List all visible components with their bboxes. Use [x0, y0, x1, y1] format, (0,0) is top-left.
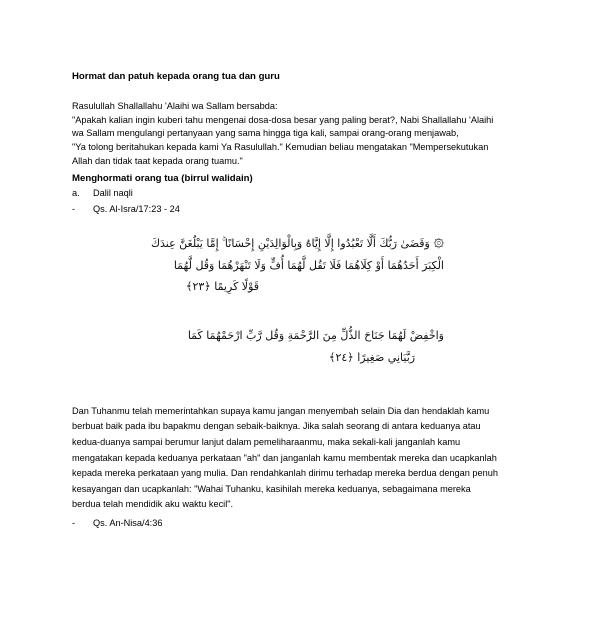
translation-line-5: kepada mereka perkataan yang mulia. Dan rendahkanlah dirimu terhadap mereka berdua dengan penuh — [72, 468, 498, 478]
reference-an-nisa: Qs. An-Nisa/4:36 — [93, 518, 163, 528]
hadith-line-4: Allah dan tidak taat kepada orang tuamu." — [72, 156, 243, 166]
translation-line-6: kesayangan dan ucapkanlah: "Wahai Tuhanku, kasihilah mereka keduanya, sebagaimana mereka — [72, 484, 471, 494]
arabic-verse-24-line-2: رَبَّيَانِي صَغِيرًا ﴿٢٤﴾ — [329, 351, 416, 364]
list-marker-a: a. — [72, 188, 80, 198]
hadith-intro: Rasulullah Shallallahu 'Alaihi wa Sallam bersabda: — [72, 101, 278, 111]
ref-marker-2: - — [72, 518, 76, 528]
hadith-line-2: wa Sallam mengulangi pertanyaan yang sama hingga tiga kali, sampai orang-orang menjawab, — [72, 128, 459, 138]
ref-marker-1: - — [72, 204, 76, 214]
translation-line-3: kedua-duanya sampai berumur lanjut dalam pemeliharaanmu, maka sekali-kali janganlah kamu — [72, 437, 461, 447]
arabic-verse-23-line-3: قَوْلًا كَرِيمًا ﴿٢٣﴾ — [186, 280, 260, 293]
translation-line-2: berbuat baik pada ibu bapakmu dengan sebaik-baiknya. Jika salah seorang di antara keduanya atau — [72, 421, 481, 431]
translation-line-1: Dan Tuhanmu telah memerintahkan supaya kamu jangan menyembah selain Dia dan hendaklah kamu — [72, 406, 490, 416]
hadith-line-1: "Apakah kalian ingin kuberi tahu mengenai dosa-dosa besar yang paling berat?, Nabi Shallallahu 'Alaihi — [72, 115, 494, 125]
page-heading: Hormat dan patuh kepada orang tua dan guru — [72, 71, 280, 82]
reference-al-isra: Qs. Al-Isra/17:23 - 24 — [93, 204, 180, 214]
section-title: Menghormati orang tua (birrul walidain) — [72, 173, 253, 184]
list-item-dalil-naqli: Dalil naqli — [93, 188, 133, 198]
arabic-verse-23-line-2: الْكِبَرَ أَحَدُهُمَا أَوْ كِلَاهُمَا فَلَا تَقُل لَّهُمَا أُفٍّ وَلَا تَنْهَرْهُمَا وَقُل لَّهُمَا — [173, 259, 444, 272]
arabic-verse-23-line-1: ۞ وَقَضَىٰ رَبُّكَ أَلَّا تَعْبُدُوا إِلَّا إِيَّاهُ وَبِالْوَالِدَيْنِ إِحْسَانًا ۚ إِمَّا يَبْلُغَنَّ عِندَكَ — [150, 237, 444, 250]
arabic-verse-24-line-1: وَاخْفِضْ لَهُمَا جَنَاحَ الذُّلِّ مِنَ الرَّحْمَةِ وَقُل رَّبِّ ارْحَمْهُمَا كَمَا — [187, 329, 444, 342]
translation-line-4: mengatakan kepada keduanya perkataan "ah" dan janganlah kamu membentak mereka dan ucapkanlah — [72, 453, 497, 463]
translation-line-7: berdua telah mendidik aku waktu kecil". — [72, 499, 234, 509]
hadith-line-3: "Ya tolong beritahukan kepada kami Ya Rasulullah." Kemudian beliau mengatakan "Mempersekutukan — [72, 142, 489, 152]
